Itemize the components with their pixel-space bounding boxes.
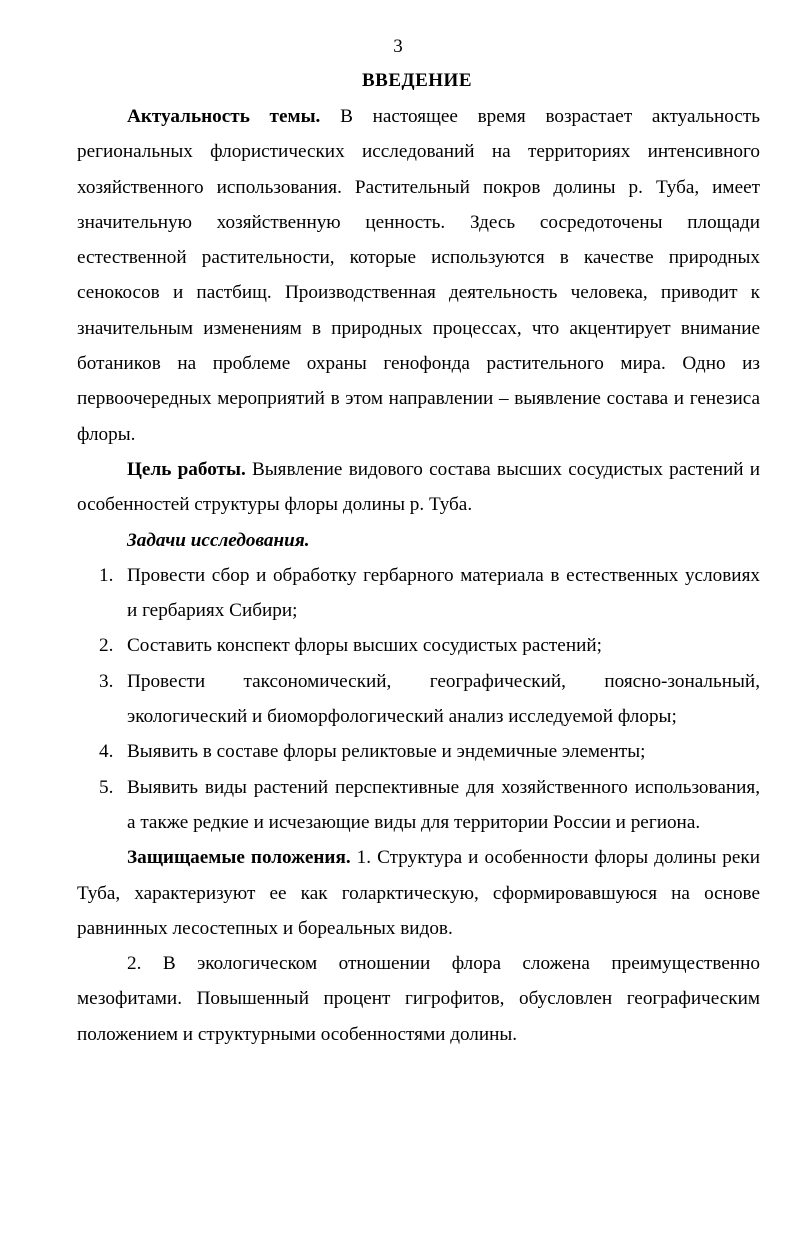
task-item [77, 770, 760, 841]
document-body [77, 99, 760, 1052]
defended-paragraph-2: 2. В экологическом отношении флора сложена преимущественно мезофитами. Повышенный процент гигрофитов, обусловлен географическим положением и структурными особенностями долины. [77, 953, 760, 1045]
task-number: 1. [99, 564, 114, 586]
section-heading: ВВЕДЕНИЕ [362, 70, 472, 91]
relevance-text: В настоящее время возрастает актуальность региональных флористических исследований на территориях интенсивного хозяйственного использования. Растительный покров долины р. Туба, имеет значительную хозяйственную ценность. Здесь сосредоточены площади естественной растительности, которые используются в качестве природных сенокосов и пастбищ. Производственная деятельность человека, приводит к значительным изменениям в природных процессах, что акцентирует внимание ботаников на проблеме охраны генофонда растительного мира. Одно из первоочередных мероприятий в этом направлении – выявление состава и генезиса флоры. [77, 106, 760, 445]
page-number: 3 [393, 36, 403, 57]
task-item [77, 734, 760, 769]
task-text: Составить конспект флоры высших сосудистых растений; [127, 635, 602, 657]
goal-paragraph [77, 452, 760, 523]
task-number: 5. [99, 776, 114, 798]
defended-item-1: 1. Структура и особенности флоры долины реки Туба, характеризуют ее как голарктическую, сформировавшуюся на основе равнинных лесостепных и бореальных видов. [77, 847, 760, 939]
task-item [77, 628, 760, 663]
task-item [77, 664, 760, 735]
task-text: Провести сбор и обработку гербарного материала в естественных условиях и гербариях Сибири; [127, 564, 760, 622]
relevance-paragraph [77, 99, 760, 452]
defended-paragraph-1 [77, 840, 760, 946]
task-number: 2. [99, 635, 114, 657]
relevance-label: Актуальность темы. [127, 106, 321, 127]
task-number: 3. [99, 670, 114, 692]
tasks-list [77, 558, 760, 840]
task-number: 4. [99, 741, 114, 763]
tasks-heading: Задачи исследования. [127, 529, 310, 551]
task-text: Выявить в составе флоры реликтовые и эндемичные элементы; [127, 741, 646, 763]
defended-label: Защищаемые положения. [127, 847, 351, 869]
task-item [77, 558, 760, 629]
goal-label: Цель работы. [127, 458, 246, 480]
task-text: Провести таксономический, географический, поясно-зональный, экологический и биоморфологический анализ исследуемой флоры; [127, 670, 760, 728]
goal-text: Выявление видового состава высших сосудистых растений и особенностей структуры флоры долины р. Туба. [77, 458, 760, 516]
task-text: Выявить виды растений перспективные для хозяйственного использования, а также редкие и исчезающие виды для территории России и региона. [127, 776, 760, 833]
